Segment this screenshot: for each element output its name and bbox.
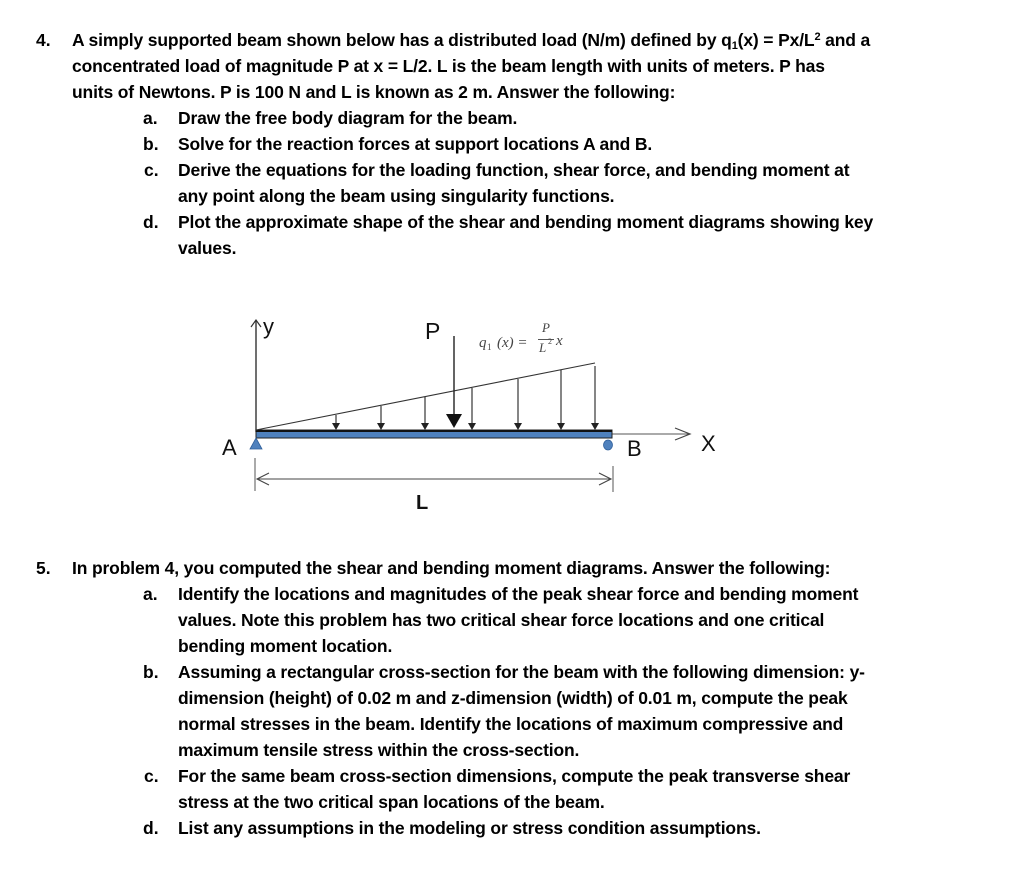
roller-support-b	[604, 440, 613, 450]
problem-4-line-1	[72, 27, 870, 53]
problem-5b-text-2: dimension (height) of 0.02 m and z-dimension (width) of 0.01 m, compute the peak	[178, 688, 848, 708]
distributed-load-line	[256, 363, 595, 430]
problem-5c-text-2: stress at the two critical span locations of the beam.	[178, 792, 605, 812]
eq-q: q	[479, 335, 487, 351]
x-axis-label: X	[701, 431, 716, 456]
load-equation	[479, 320, 619, 366]
problem-5c-text-1: For the same beam cross-section dimensions, compute the peak transverse shear	[178, 766, 851, 786]
eq-denominator: L	[539, 340, 547, 355]
problem-5d-label: d.	[143, 818, 159, 838]
eq-q-sub: 1	[487, 342, 492, 352]
pin-support-a	[250, 438, 262, 449]
problem-5b-label: b.	[143, 662, 159, 682]
problem-4a-text: Draw the free body diagram for the beam.	[178, 108, 518, 128]
problem-5c-label: c.	[144, 766, 159, 786]
problem-4b-text: Solve for the reaction forces at support locations A and B.	[178, 134, 653, 154]
distributed-load-arrows	[332, 366, 599, 430]
superscript: 2	[814, 31, 821, 43]
problem-4a-label: a.	[143, 108, 158, 128]
y-axis-label: y	[263, 314, 274, 339]
length-dimension	[255, 458, 613, 492]
problem-5b-text-3: normal stresses in the beam. Identify the locations of maximum compressive and	[178, 714, 844, 734]
problem-4c-text-2: any point along the beam using singularity functions.	[178, 186, 615, 206]
problem-4c-text-1: Derive the equations for the loading function, shear force, and bending moment at	[178, 160, 850, 180]
problem-4-line-2: concentrated load of magnitude P at x = L/2. L is the beam length with units of meters. P has	[72, 56, 825, 76]
problem-5b-text-4: maximum tensile stress within the cross-section.	[178, 740, 580, 760]
beam	[256, 430, 612, 438]
y-axis-arrow	[251, 320, 261, 432]
support-a-label: A	[222, 435, 237, 460]
problem-4d-text-2: values.	[178, 238, 237, 258]
problem-4-line-1-text: A simply supported beam shown below has a distributed load (N/m) defined by q	[72, 30, 732, 50]
problem-5a-text-1: Identify the locations and magnitudes of the peak shear force and bending moment	[178, 584, 859, 604]
problem-4d-label: d.	[143, 212, 159, 232]
length-label: L	[416, 492, 429, 514]
problem-4c-label: c.	[144, 160, 159, 180]
problem-4d-text-1: Plot the approximate shape of the shear and bending moment diagrams showing key	[178, 212, 874, 232]
problem-5a-label: a.	[143, 584, 158, 604]
problem-5a-text-3: bending moment location.	[178, 636, 393, 656]
problem-4b-label: b.	[143, 134, 159, 154]
problem-5b-text-1: Assuming a rectangular cross-section for the beam with the following dimension: y-	[178, 662, 865, 682]
problem-4-line-1-mid: (x) = Px/L	[737, 30, 815, 50]
support-b-label: B	[627, 436, 642, 461]
problem-5a-text-2: values. Note this problem has two critical shear force locations and one critical	[178, 610, 825, 630]
eq-var: x	[556, 333, 563, 349]
eq-denominator-sup: 2	[548, 337, 552, 346]
problem-5-number: 5.	[36, 558, 51, 578]
subscript: 1	[731, 40, 738, 52]
problem-4-line-1-end: and a	[820, 30, 871, 50]
problem-4-line-3: units of Newtons. P is 100 N and L is known as 2 m. Answer the following:	[72, 82, 676, 102]
eq-arg: (x) =	[497, 335, 528, 351]
point-load-label: P	[425, 318, 441, 344]
point-load-arrow	[446, 336, 462, 428]
problem-5d-text-1: List any assumptions in the modeling or stress condition assumptions.	[178, 818, 761, 838]
problem-5-line-1: In problem 4, you computed the shear and bending moment diagrams. Answer the following:	[72, 558, 831, 578]
problem-4-number: 4.	[36, 30, 51, 50]
eq-numerator: P	[542, 320, 550, 335]
x-axis-arrow	[256, 428, 690, 440]
